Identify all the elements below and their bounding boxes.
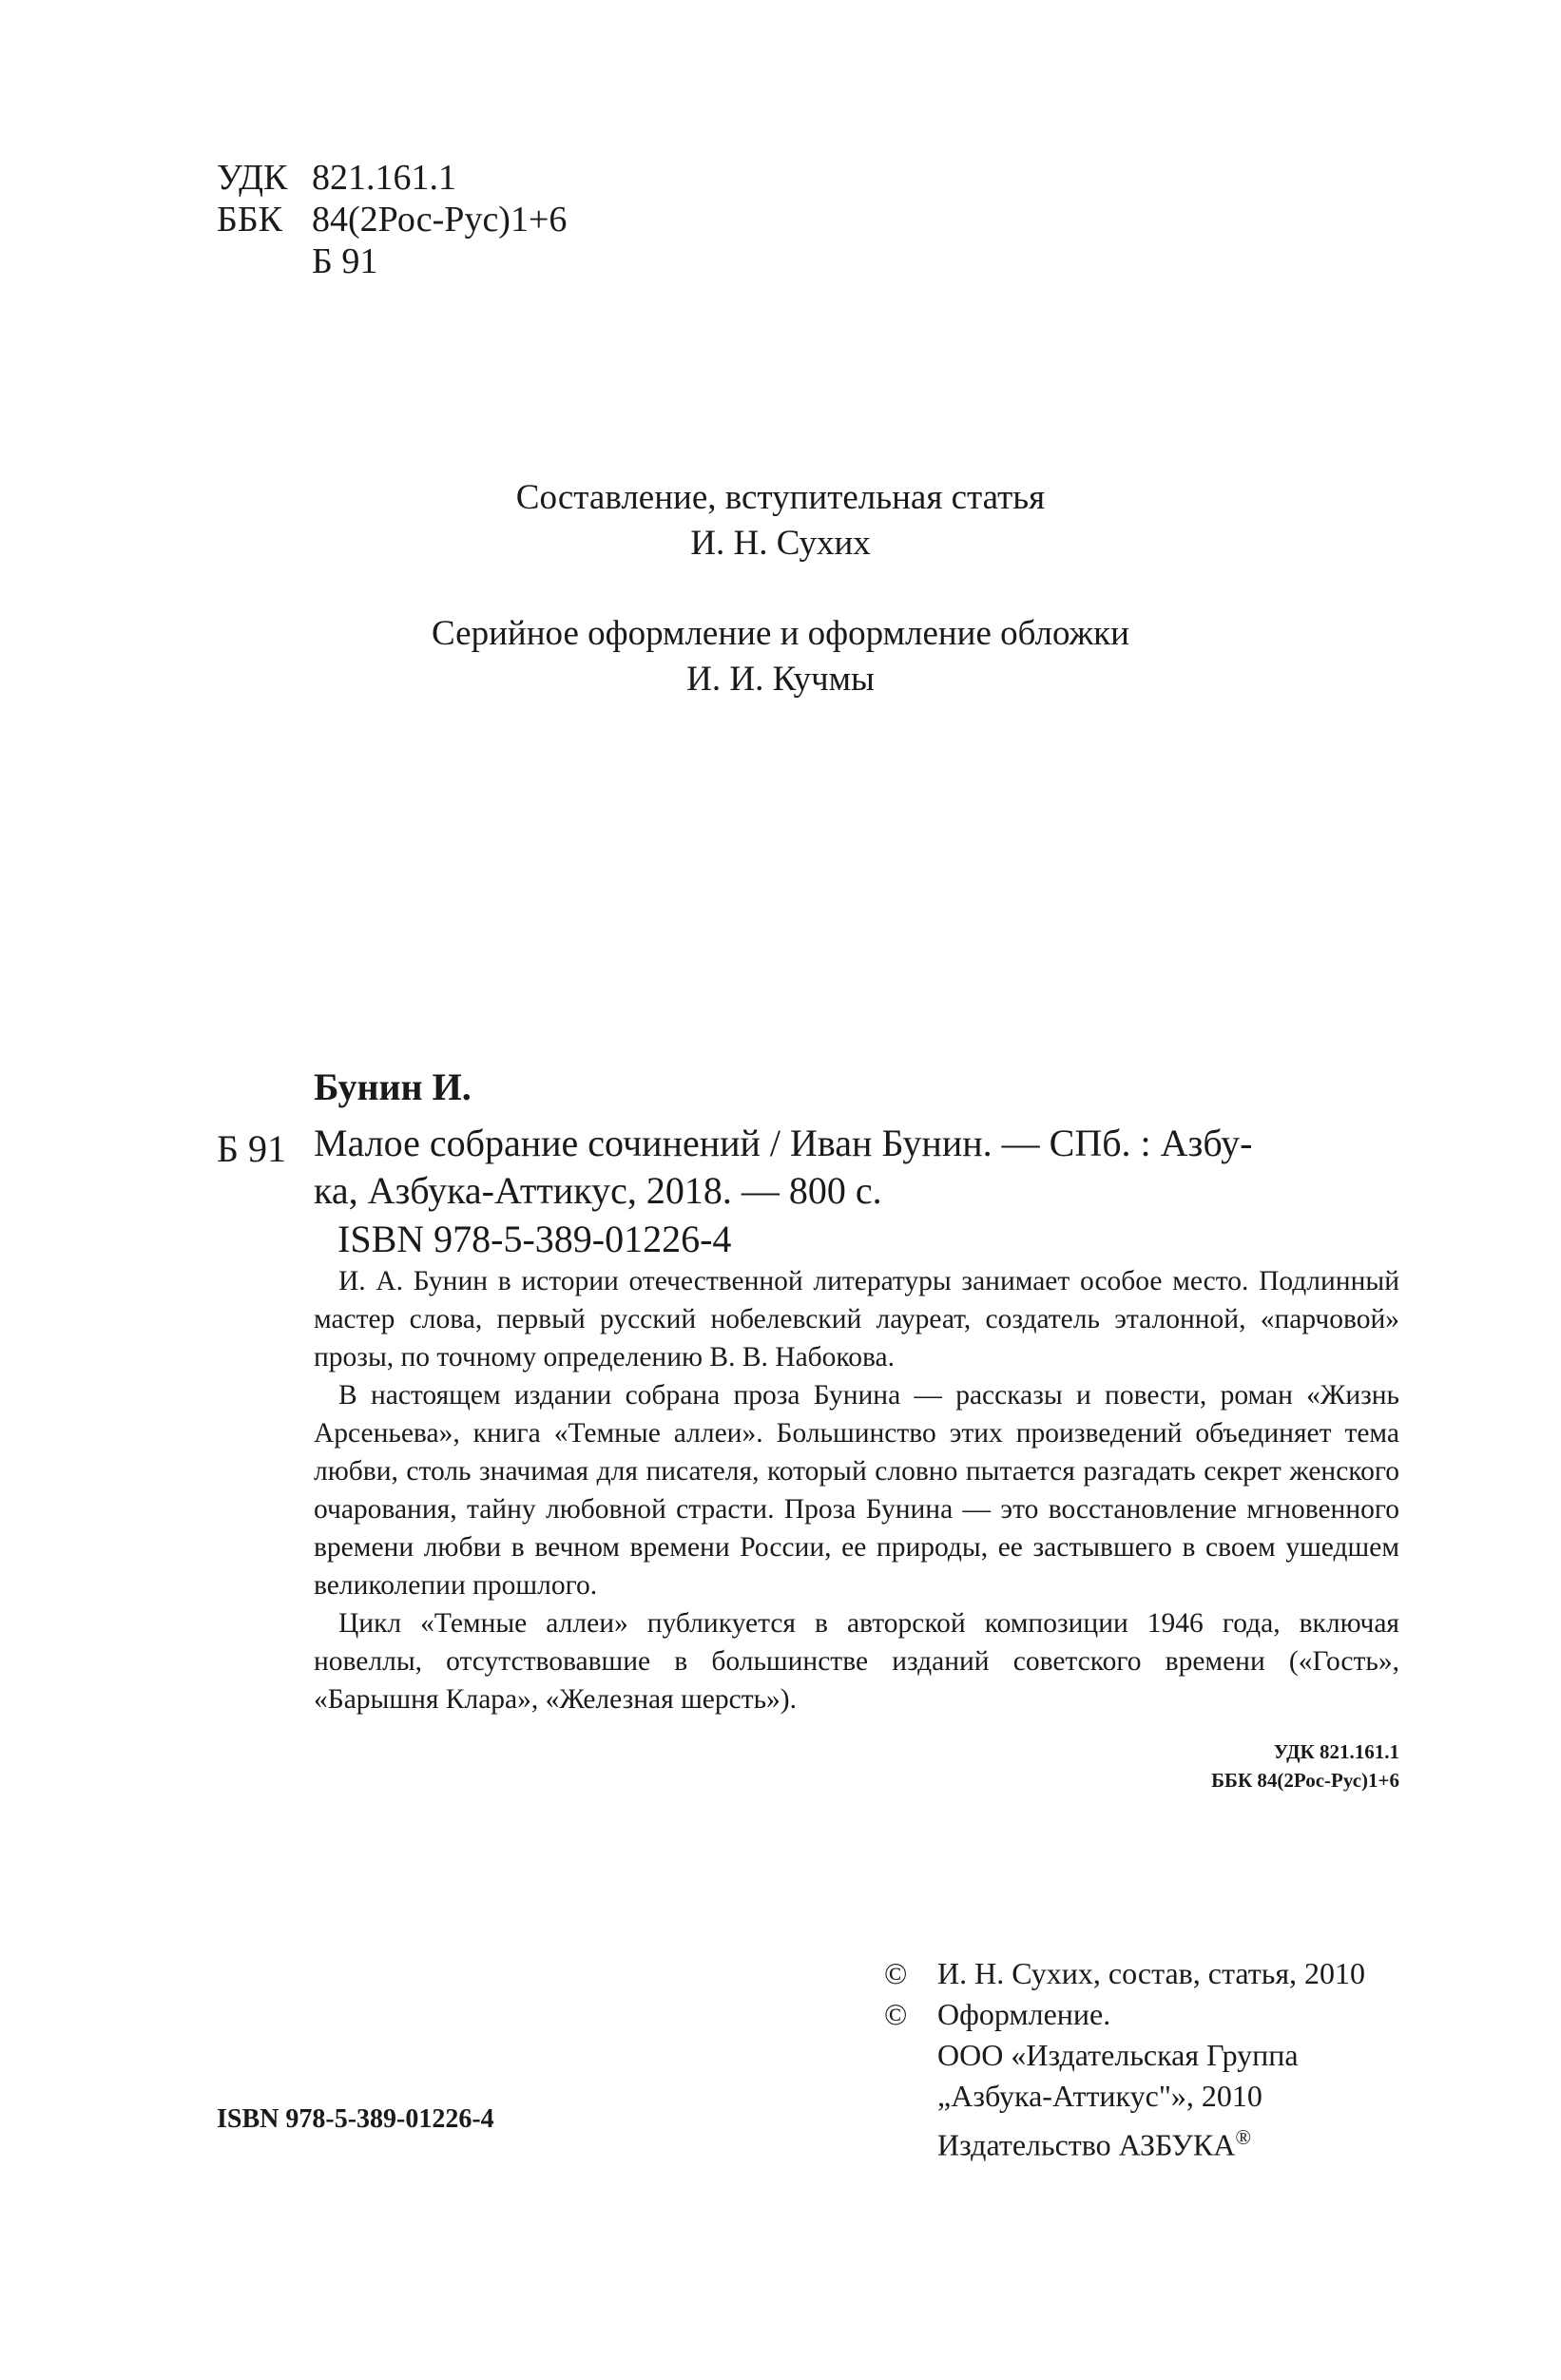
design-role: Серийное оформление и оформление обложки <box>432 614 1129 653</box>
small-classification-codes <box>1103 1737 1399 1795</box>
copyright-line: Оформление. <box>937 1997 1111 2031</box>
copyright-row <box>884 2076 1365 2117</box>
udk-small: УДК 821.161.1 <box>1273 1740 1399 1763</box>
bbk-row <box>217 199 567 240</box>
copyright-row <box>884 1953 1365 1994</box>
copyright-line: „Азбука-Аттикус"», 2010 <box>937 2079 1262 2113</box>
isbn-bottom: ISBN 978-5-389-01226-4 <box>217 2104 494 2134</box>
bbk-small: ББК 84(2Рос-Рус)1+6 <box>1211 1769 1399 1792</box>
copyright-line: И. Н. Сухих, состав, статья, 2010 <box>937 1956 1366 1990</box>
copyright-block <box>884 1953 1365 2166</box>
abstract-paragraph: Цикл «Темные аллеи» публикуется в авторской композиции 1946 года, включая новеллы, отсутствовавшие в большинстве изданий советского времени («Гость», «Барышня Клара», «Железная шерсть»). <box>314 1608 1399 1715</box>
catalog-isbn: ISBN 978-5-389-01226-4 <box>337 1218 732 1260</box>
compilation-credit <box>0 475 1561 566</box>
compilation-name: И. Н. Сухих <box>690 524 871 563</box>
author-heading: Бунин И. <box>314 1065 472 1108</box>
publisher-line <box>937 2117 1251 2166</box>
classification-codes <box>217 157 567 282</box>
udk-label: УДК <box>217 158 288 198</box>
udk-row <box>217 157 567 199</box>
copyright-row <box>884 1994 1365 2035</box>
copyright-line: ООО «Издательская Группа <box>937 2038 1299 2072</box>
bbk-label: ББК <box>217 200 282 240</box>
catalog-index-code: Б 91 <box>217 1127 286 1170</box>
bbk-value: 84(2Рос-Рус)1+6 <box>312 200 568 240</box>
abstract-paragraph: И. А. Бунин в истории отечественной литературы занимает особое место. Подлинный мастер слова, первый русский нобелевский лауреат, создатель эталонной, «парчовой» прозы, по точному определению В. В. Набокова. <box>314 1266 1399 1372</box>
copyright-row <box>884 2035 1365 2076</box>
design-name: И. И. Кучмы <box>686 660 875 699</box>
copyright-symbol: © <box>884 1956 908 1990</box>
copyright-row <box>884 2117 1365 2166</box>
title-line-1: Малое собрание сочинений / Иван Бунин. — СПб. : Азбу- <box>314 1122 1253 1164</box>
design-credit <box>0 611 1561 702</box>
author-mark: Б 91 <box>312 241 378 281</box>
copyright-symbol: © <box>884 1997 908 2031</box>
publisher-name: Издательство АЗБУКА <box>937 2127 1236 2162</box>
bibliographic-description <box>314 1120 1397 1215</box>
udk-value: 821.161.1 <box>312 158 456 198</box>
abstract <box>314 1262 1399 1718</box>
compilation-role: Составление, вступительная статья <box>515 478 1046 517</box>
abstract-paragraph: В настоящем издании собрана проза Бунина — рассказы и повести, роман «Жизнь Арсеньева», книга «Темные аллеи». Большинство этих произведений объединяет тема любви, столь значимая для писателя, который словно пытается разгадать секрет женского очарования, тайну любовной страсти. Проза Бунина — это восстановление мгновенного времени любви в вечном времени России, ее природы, ее застывшего в своем ушедшем великолепии прошлого. <box>314 1380 1399 1601</box>
registered-mark: ® <box>1235 2125 1252 2149</box>
title-line-2: ка, Азбука-Аттикус, 2018. — 800 с. <box>314 1169 882 1212</box>
